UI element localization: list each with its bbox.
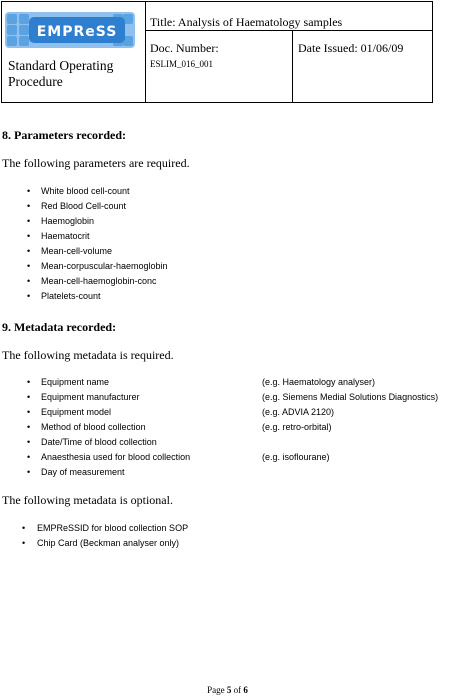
header-date-cell bbox=[293, 31, 432, 102]
header-title-cell bbox=[145, 2, 432, 31]
bullet-icon: • bbox=[27, 452, 31, 462]
document-header bbox=[1, 1, 433, 103]
bullet-icon: • bbox=[27, 467, 31, 477]
section-9-heading: 9. Metadata recorded: bbox=[2, 320, 117, 334]
sop-line-1: Standard Operating bbox=[8, 58, 114, 73]
section-9-intro: The following metadata is required. bbox=[2, 348, 174, 362]
sop-line-2: Procedure bbox=[8, 74, 63, 89]
page-total: 6 bbox=[243, 685, 248, 695]
page-prefix: Page bbox=[207, 685, 225, 695]
bullet-icon: • bbox=[22, 538, 26, 548]
bullet-icon: • bbox=[27, 407, 31, 417]
bullet-icon: • bbox=[27, 201, 31, 211]
bullet-icon: • bbox=[27, 276, 31, 286]
doc-number-label: Doc. Number: bbox=[150, 41, 219, 55]
page-footer bbox=[0, 685, 455, 695]
section-8-heading: 8. Parameters recorded: bbox=[2, 128, 127, 142]
bullet-icon: • bbox=[27, 261, 31, 271]
bullet-icon: • bbox=[22, 523, 26, 533]
header-logo-cell bbox=[2, 2, 146, 102]
page-current: 5 bbox=[226, 685, 232, 695]
optional-intro: The following metadata is optional. bbox=[2, 493, 173, 507]
date-issued: Date Issued: 01/06/09 bbox=[298, 41, 404, 55]
section-8-intro: The following parameters are required. bbox=[2, 156, 190, 170]
bullet-icon: • bbox=[27, 422, 31, 432]
bullet-icon: • bbox=[27, 231, 31, 241]
bullet-icon: • bbox=[27, 377, 31, 387]
header-doc-number-cell bbox=[145, 31, 293, 102]
page-of: of bbox=[233, 685, 242, 695]
document-title: Title: Analysis of Haematology samples bbox=[150, 15, 343, 29]
empress-logo bbox=[5, 12, 135, 48]
bullet-icon: • bbox=[27, 392, 31, 402]
bullet-icon: • bbox=[27, 246, 31, 256]
bullet-icon: • bbox=[27, 437, 31, 447]
bullet-icon: • bbox=[27, 291, 31, 301]
bullet-icon: • bbox=[27, 186, 31, 196]
bullet-icon: • bbox=[27, 216, 31, 226]
doc-number-value: ESLIM_016_001 bbox=[150, 59, 213, 69]
logo-text: EMPReSS bbox=[36, 24, 118, 40]
sop-label bbox=[8, 58, 113, 90]
